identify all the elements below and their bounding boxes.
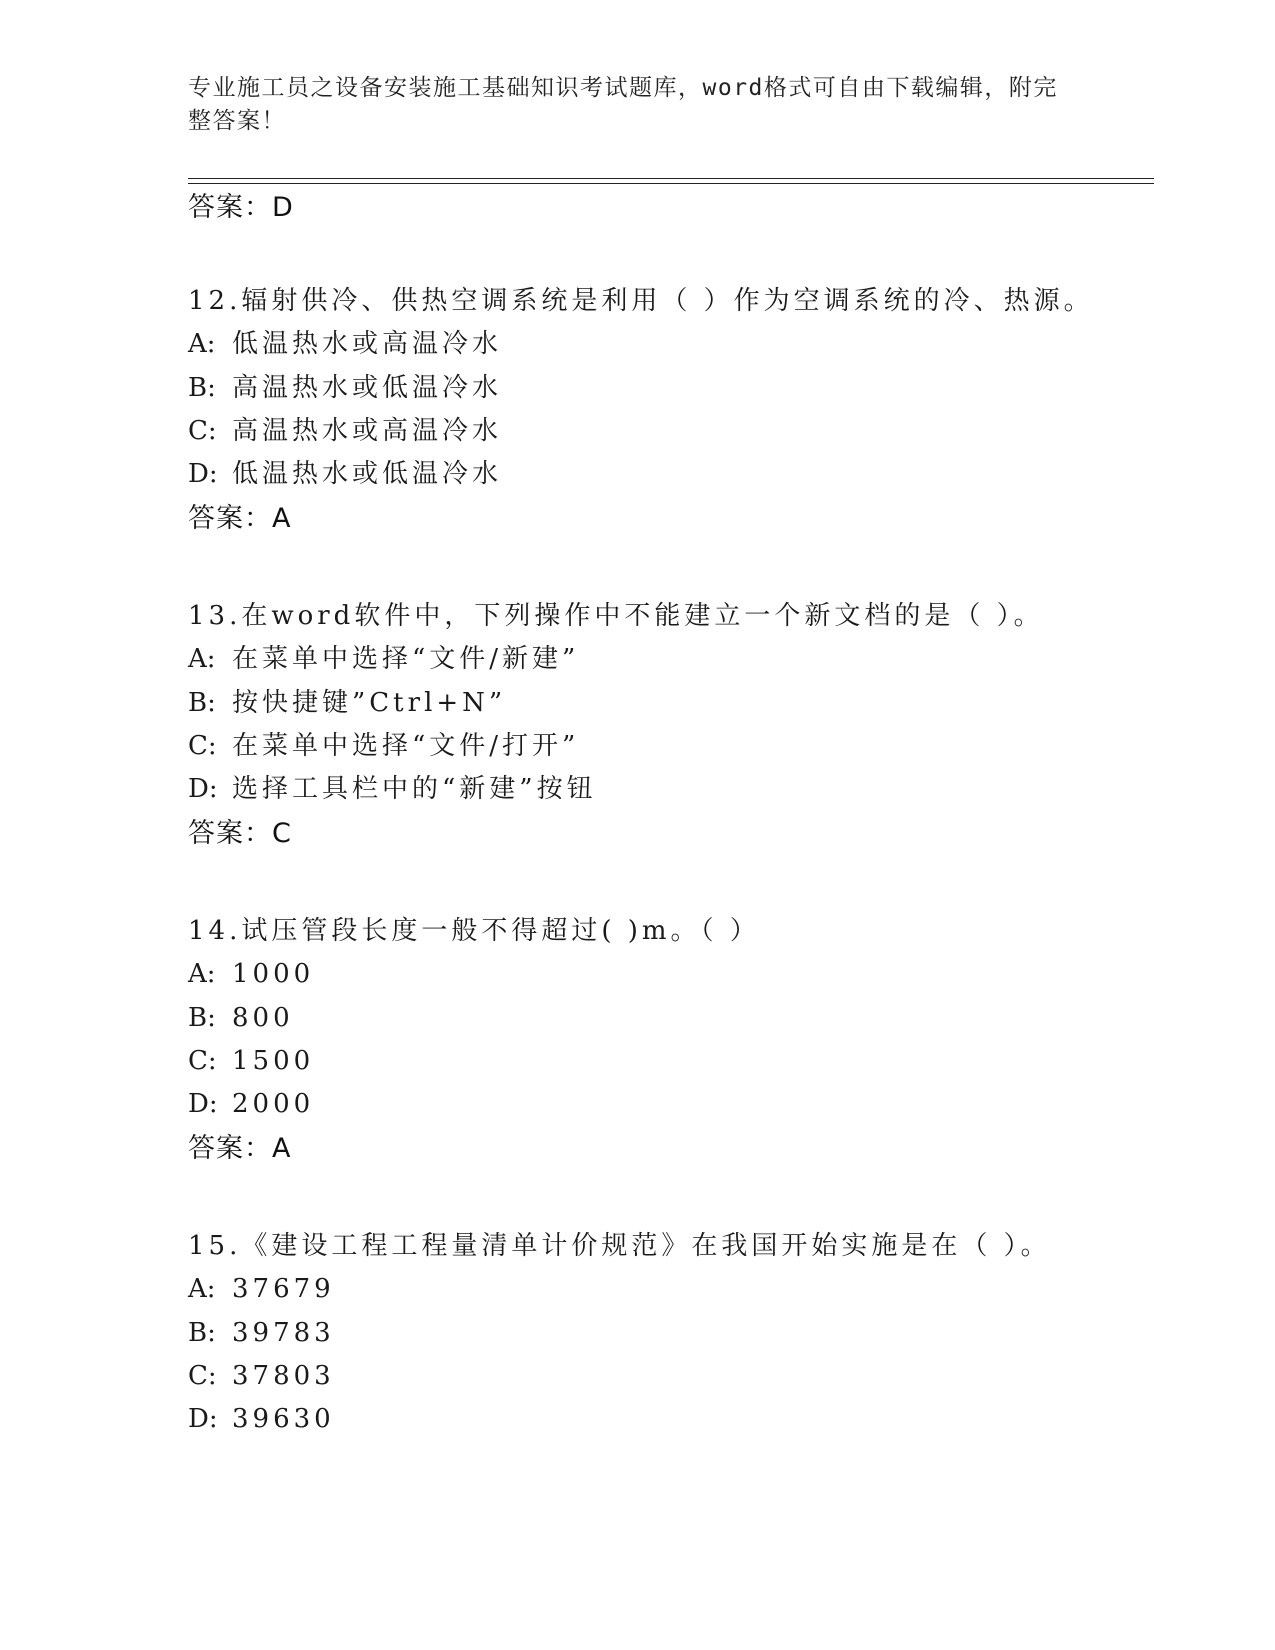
question-13: 13.在word软件中，下列操作中不能建立一个新文档的是（ ）。: [188, 601, 1044, 631]
question-12-option-b: [188, 371, 502, 405]
option-text: 39630: [232, 1404, 335, 1434]
answer-label: 答案：: [188, 503, 272, 534]
question-13-answer: [188, 817, 292, 851]
header-line-1: 专业施工员之设备安装施工基础知识考试题库，word格式可自由下载编辑，附完: [188, 75, 1058, 101]
document-header: [188, 72, 1068, 138]
option-text: 高温热水或高温冷水: [232, 416, 503, 446]
option-text: 低温热水或低温冷水: [232, 459, 503, 489]
question-14-answer: [188, 1132, 291, 1166]
question-15-option-d: [188, 1402, 335, 1436]
option-text: 2000: [232, 1089, 315, 1119]
question-14-option-d: [188, 1087, 314, 1121]
question-13-option-a: [188, 642, 579, 676]
option-text: 37803: [232, 1361, 335, 1391]
option-text: 800: [232, 1003, 294, 1033]
option-label: D:: [188, 1089, 218, 1119]
option-text: 在菜单中选择“文件/打开”: [232, 731, 580, 761]
option-label: D:: [188, 774, 218, 804]
question-14-option-b: [188, 1001, 294, 1035]
answer-prev: [188, 191, 294, 225]
answer-value: A: [272, 1133, 292, 1164]
option-label: D:: [188, 1404, 218, 1434]
option-label: A:: [188, 1274, 216, 1304]
option-text: 按快捷键”Ctrl+N”: [232, 688, 507, 718]
option-label: C:: [188, 416, 217, 446]
question-13-option-b: [188, 686, 506, 720]
question-14: 14.试压管段长度一般不得超过( )m。（ ）: [188, 916, 760, 946]
question-12-answer: [188, 502, 291, 536]
option-label: A:: [188, 644, 216, 674]
option-label: B:: [188, 1318, 216, 1348]
option-label: A:: [188, 329, 216, 359]
question-13-option-d: [188, 772, 597, 806]
option-text: 在菜单中选择“文件/新建”: [232, 644, 580, 674]
option-text: 高温热水或低温冷水: [232, 373, 503, 403]
question-14-option-a: [188, 957, 314, 991]
option-text: 选择工具栏中的“新建”按钮: [232, 774, 597, 804]
question-12-option-d: [188, 457, 502, 491]
option-label: B:: [188, 688, 216, 718]
option-label: A:: [188, 959, 216, 989]
question-13-option-c: [188, 729, 579, 763]
question-15-option-b: [188, 1316, 335, 1350]
question-14-option-c: [188, 1044, 314, 1078]
question-15-option-c: [188, 1359, 335, 1393]
question-15-option-a: [188, 1272, 335, 1306]
answer-value: C: [272, 818, 292, 849]
answer-label: 答案：: [188, 1133, 272, 1164]
answer-value: D: [272, 192, 294, 223]
option-text: 37679: [232, 1274, 335, 1304]
option-label: B:: [188, 1003, 216, 1033]
option-label: B:: [188, 373, 216, 403]
option-text: 39783: [232, 1318, 335, 1348]
option-text: 1500: [232, 1046, 315, 1076]
header-divider-top: [188, 178, 1154, 179]
option-text: 低温热水或高温冷水: [232, 329, 503, 359]
question-15: 15.《建设工程工程量清单计价规范》在我国开始实施是在（ ）。: [188, 1231, 1051, 1261]
question-12-option-c: [188, 414, 502, 448]
option-text: 1000: [232, 959, 315, 989]
option-label: C:: [188, 1046, 217, 1076]
header-line-2: 整答案！: [188, 108, 286, 134]
question-12: 12.辐射供冷、供热空调系统是利用（ ）作为空调系统的冷、热源。: [188, 286, 1094, 316]
question-12-option-a: [188, 327, 502, 361]
option-label: C:: [188, 731, 217, 761]
option-label: D:: [188, 459, 218, 489]
header-divider-bottom: [188, 183, 1154, 184]
answer-label: 答案：: [188, 192, 272, 223]
option-label: C:: [188, 1361, 217, 1391]
answer-value: A: [272, 503, 292, 534]
answer-label: 答案：: [188, 818, 272, 849]
